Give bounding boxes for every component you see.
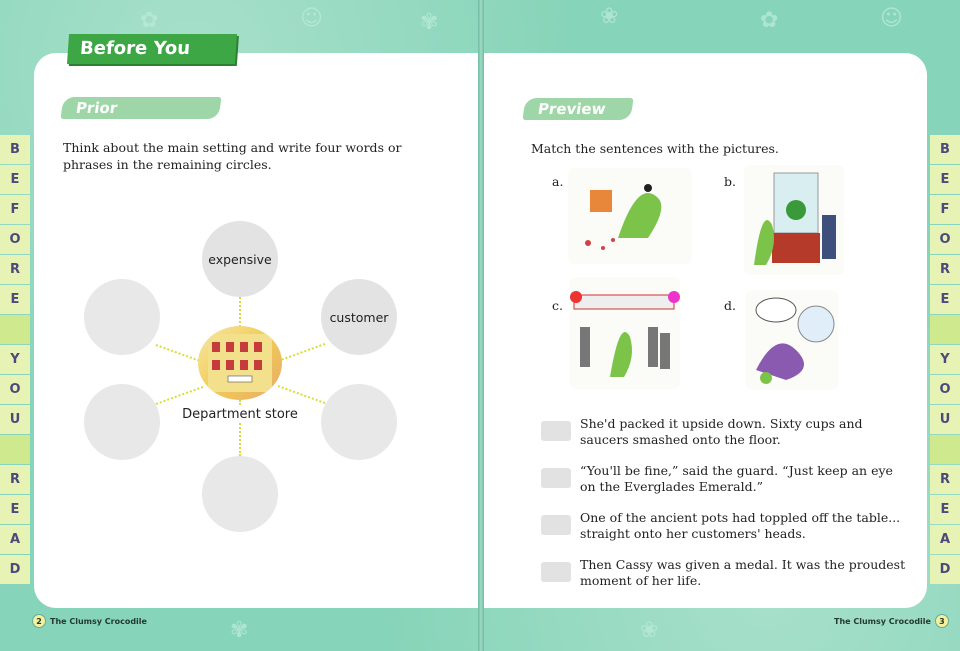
circle-blank-bottom[interactable]	[202, 456, 278, 532]
sentence-3: One of the ancient pots had toppled off the table... straight onto her customers' heads.	[580, 510, 901, 541]
doodle-icon: ✾	[420, 10, 439, 35]
side-letter	[0, 435, 30, 464]
side-letter: R	[0, 465, 30, 494]
doodle-icon: ☺	[880, 6, 903, 31]
doodle-icon: ❀	[600, 4, 619, 29]
right-instruction: Match the sentences with the pictures.	[531, 141, 779, 156]
circle-blank-lower-left[interactable]	[84, 384, 160, 460]
connector-line	[239, 297, 241, 327]
doodle-icon: ✿	[140, 8, 159, 33]
sentence-1: She'd packed it upside down. Sixty cups and saucers smashed onto the floor.	[580, 416, 863, 447]
preview-tag: Preview	[522, 98, 633, 120]
side-letter: O	[930, 225, 960, 254]
side-letters-right	[930, 135, 960, 585]
picture-b	[744, 165, 844, 275]
side-letter: E	[930, 285, 960, 314]
side-letters-left	[0, 135, 30, 585]
answer-box-3[interactable]	[541, 515, 571, 535]
picture-label-a: a.	[552, 174, 564, 189]
book-gutter	[478, 0, 484, 651]
answer-box-4[interactable]	[541, 562, 571, 582]
page-number: 3	[935, 614, 949, 628]
side-letter: U	[930, 405, 960, 434]
book-title: The Clumsy Crocodile	[834, 616, 931, 626]
side-letter: F	[930, 195, 960, 224]
side-letter: E	[0, 495, 30, 524]
department-store-image	[198, 326, 282, 400]
picture-label-b: b.	[724, 174, 736, 189]
doodle-icon: ✿	[760, 8, 779, 33]
circle-right[interactable]: customer	[321, 279, 397, 355]
side-letter: O	[930, 375, 960, 404]
side-letter	[930, 435, 960, 464]
doodle-icon: ✾	[230, 618, 249, 643]
book-title: The Clumsy Crocodile	[50, 616, 147, 626]
circle-blank-upper-left[interactable]	[84, 279, 160, 355]
side-letter: E	[930, 165, 960, 194]
sentence-4: Then Cassy was given a medal. It was the proudest moment of her life.	[580, 557, 906, 588]
picture-label-d: d.	[724, 298, 736, 313]
right-footer	[834, 614, 949, 628]
left-instruction: Think about the main setting and write four words or phrases in the remaining circles.	[63, 140, 402, 172]
center-label: Department store	[170, 407, 310, 422]
answer-box-2[interactable]	[541, 468, 571, 488]
picture-d	[746, 290, 838, 390]
picture-c	[570, 277, 680, 389]
side-letter: B	[0, 135, 30, 164]
side-letter: R	[930, 255, 960, 284]
side-letter: E	[0, 285, 30, 314]
picture-label-c: c.	[552, 298, 563, 313]
side-letter: D	[930, 555, 960, 584]
sentence-2: “You'll be fine,” said the guard. “Just keep an eye on the Everglades Emerald.”	[580, 463, 893, 494]
side-letter: A	[0, 525, 30, 554]
section-banner: Before You Read	[67, 34, 237, 64]
side-letter: A	[930, 525, 960, 554]
circle-top[interactable]: expensive	[202, 221, 278, 297]
doodle-icon: ❀	[640, 618, 659, 643]
side-letter: E	[0, 165, 30, 194]
side-letter: D	[0, 555, 30, 584]
prior-knowledge-tag: Prior Knowledge	[60, 97, 221, 119]
side-letter	[930, 315, 960, 344]
side-letter: Y	[0, 345, 30, 374]
page-number: 2	[32, 614, 46, 628]
side-letter: R	[0, 255, 30, 284]
left-footer	[32, 614, 147, 628]
side-letter: E	[930, 495, 960, 524]
side-letter: Y	[930, 345, 960, 374]
side-letter: U	[0, 405, 30, 434]
picture-a	[568, 168, 692, 264]
side-letter: R	[930, 465, 960, 494]
side-letter: O	[0, 375, 30, 404]
doodle-icon: ☺	[300, 6, 323, 31]
side-letter: F	[0, 195, 30, 224]
answer-box-1[interactable]	[541, 421, 571, 441]
side-letter: B	[930, 135, 960, 164]
side-letter: O	[0, 225, 30, 254]
side-letter	[0, 315, 30, 344]
circle-blank-lower-right[interactable]	[321, 384, 397, 460]
